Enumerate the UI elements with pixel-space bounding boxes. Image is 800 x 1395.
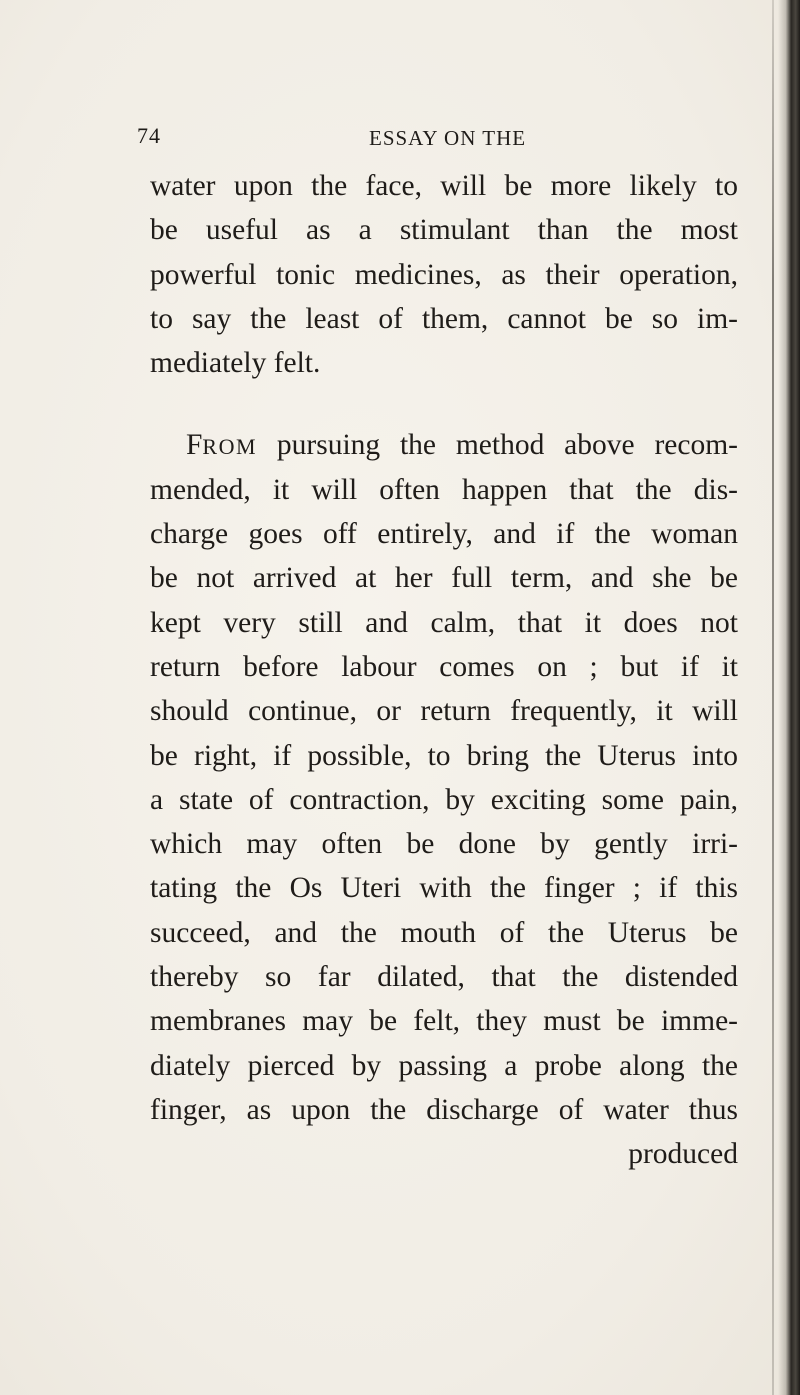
running-head: ESSAY ON THE	[369, 126, 527, 150]
text-line: which may often be done by gently irri-	[150, 828, 738, 861]
book-binding-edge	[778, 0, 800, 1395]
text-line: a state of contraction, by exciting some pain,	[150, 783, 738, 816]
text-line: membranes may be felt, they must be imme-	[150, 1005, 738, 1038]
text-line: be right, if possible, to bring the Uterus into	[150, 739, 738, 772]
first-line-text: pursuing the method above recom-	[257, 429, 738, 462]
text-line: water upon the face, will be more likely to	[150, 170, 738, 202]
small-caps-word: ROM	[202, 434, 258, 460]
text-line: mended, it will often happen that the dis-	[150, 473, 738, 506]
paragraph-gap	[150, 385, 738, 423]
text-line: should continue, or return frequently, it will	[150, 695, 738, 728]
catchword: produced	[628, 1138, 738, 1171]
page-number: 74	[137, 123, 161, 148]
page-header	[0, 123, 800, 163]
text-line: tating the Os Uteri with the finger ; if this	[150, 872, 738, 905]
text-line: to say the least of them, cannot be so im-	[150, 302, 738, 335]
page-gutter-shadow	[772, 0, 774, 1395]
text-line: kept very still and calm, that it does not	[150, 606, 738, 639]
text-line: thereby so far dilated, that the distended	[150, 961, 738, 994]
text-line: mediately felt.	[150, 347, 321, 380]
text-line-first	[150, 423, 738, 467]
text-line: diately pierced by passing a probe along the	[150, 1049, 738, 1082]
text-line: powerful tonic medicines, as their operation,	[150, 258, 738, 291]
body-text	[150, 164, 738, 1177]
paragraph-1	[150, 164, 738, 385]
text-line: charge goes off entirely, and if the woman	[150, 518, 738, 551]
text-line: succeed, and the mouth of the Uterus be	[150, 916, 738, 949]
text-line: return before labour comes on ; but if it	[150, 650, 738, 683]
text-line: be useful as a stimulant than the most	[150, 214, 738, 247]
text-line: finger, as upon the discharge of water thus	[150, 1093, 738, 1126]
paragraph-2	[150, 423, 738, 1132]
text-line: be not arrived at her full term, and she be	[150, 562, 738, 595]
drop-initial: F	[186, 429, 203, 462]
